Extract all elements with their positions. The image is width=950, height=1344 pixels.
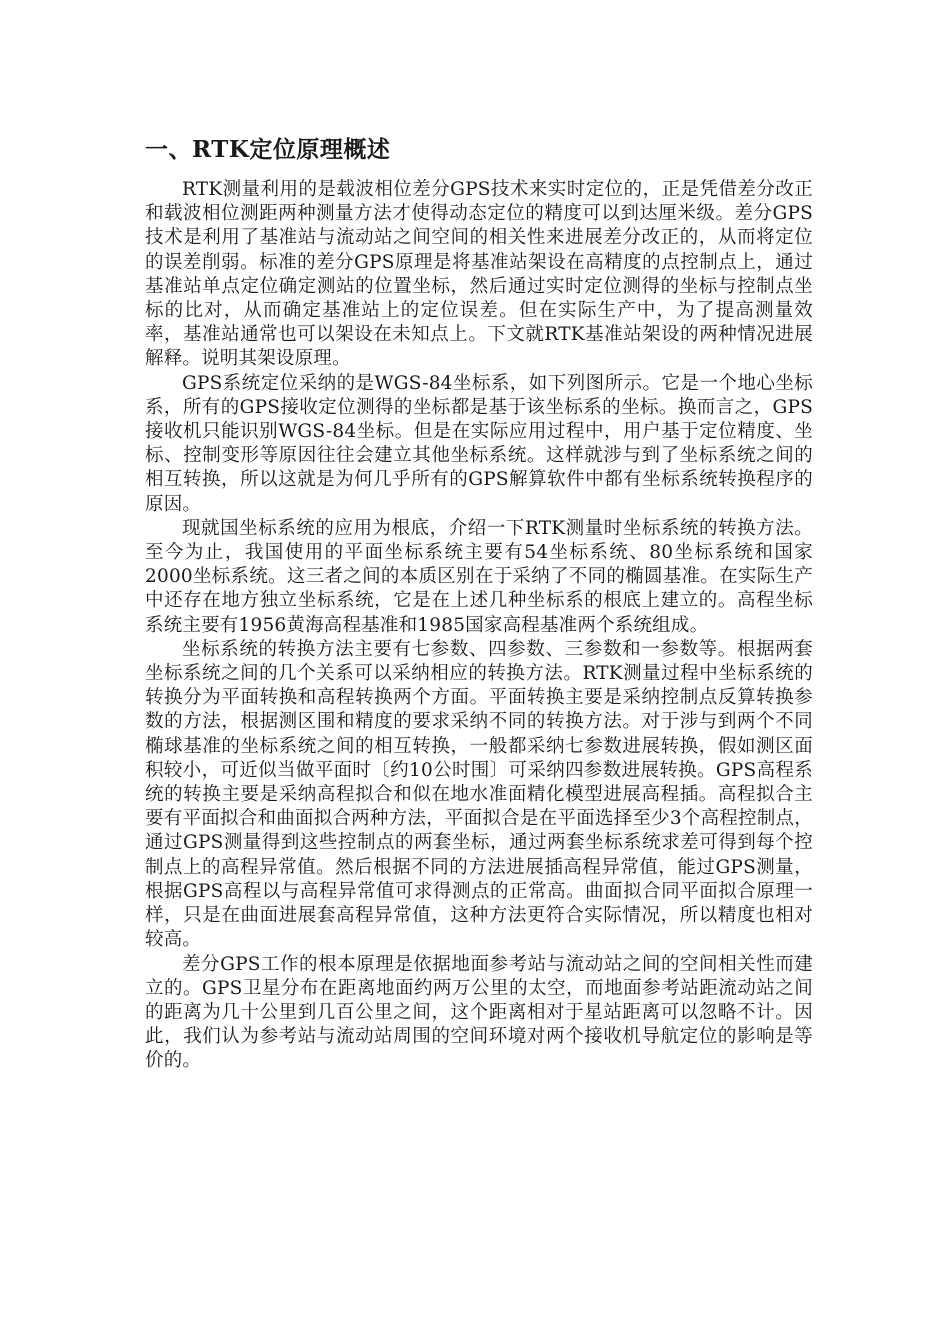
paragraph-coordinate-systems: 现就国坐标系统的应用为根底，介绍一下RTK测量时坐标系统的转换方法。至今为止，我国使用的平面坐标系统主要有54坐标系统、80坐标系统和国家2000坐标系统。这三者之间的本质区别在于采纳了不同的椭圆基准。在实际生产中还存在地方独立坐标系统，它是在上述几种坐标系的根底上建立的。高程坐标系统主要有1956黄海高程基准和1985国家高程基准两个系统组成。 [145, 517, 813, 636]
paragraph-rtk-overview: RTK测量利用的是载波相位差分GPS技术来实时定位的，正是凭借差分改正和载波相位测距两种测量方法才使得动态定位的精度可以到达厘米级。差分GPS技术是利用了基准站与流动站之间空间的相关性来进展差分改正的，从而将定位的误差削弱。标准的差分GPS原理是将基准站架设在高精度的点控制点上，通过基准站单点定位确定测站的位置坐标，然后通过实时定位测得的坐标与控制点坐标的比对，从而确定基准站上的定位误差。但在实际生产中，为了提高测量效率，基准站通常也可以架设在未知点上。下文就RTK基准站架设的两种情况进展解释。说明其架设原理。 [145, 179, 813, 370]
paragraph-differential-gps: 差分GPS工作的根本原理是依据地面参考站与流动站之间的空间相关性而建立的。GPS卫星分布在距离地面约两万公里的太空，而地面参考站距流动站之间的距离为几十公里到几百公里之间，这个距离相对于星站距离可以忽略不计。因此，我们认为参考站与流动站周围的空间环境对两个接收机导航定位的影响是等价的。 [145, 953, 813, 1072]
section-heading: 一、RTK定位原理概述 [145, 136, 391, 163]
paragraph-transformation-methods: 坐标系统的转换方法主要有七参数、四参数、三参数和一参数等。根据两套坐标系统之间的几个关系可以采纳相应的转换方法。RTK测量过程中坐标系统的转换分为平面转换和高程转换两个方面。平面转换主要是采纳控制点反算转换参数的方法，根据测区围和精度的要求采纳不同的转换方法。对于涉与到两个不同椭球基准的坐标系统之间的相互转换，一般都采纳七参数进展转换，假如测区面积较小，可近似当做平面时〔约10公时围〕可采纳四参数进展转换。GPS高程系统的转换主要是采纳高程拟合和似在地水准面精化模型进展高程插。高程拟合主要有平面拟合和曲面拟合两种方法，平面拟合是在平面选择至少3个高程控制点，通过GPS测量得到这些控制点的两套坐标，通过两套坐标系统求差可得到每个控制点上的高程异常值。然后根据不同的方法进展插高程异常值，能过GPS测量，根据GPS高程以与高程异常值可求得测点的正常高。曲面拟合同平面拟合原理一样，只是在曲面进展套高程异常值，这种方法更符合实际情况，所以精度也相对较高。 [145, 638, 813, 951]
paragraph-wgs84: GPS系统定位采纳的是WGS-84坐标系，如下列图所示。它是一个地心坐标系，所有的GPS接收定位测得的坐标都是基于该坐标系的坐标。换而言之，GPS接收机只能识别WGS-84坐标。但是在实际应用过程中，用户基于定位精度、坐标、控制变形等原因往往会建立其他坐标系统。这样就涉与到了坐标系统之间的相互转换，所以这就是为何几乎所有的GPS解算软件中都有坐标系统转换程序的原因。 [145, 372, 813, 515]
document-body [145, 132, 813, 1074]
